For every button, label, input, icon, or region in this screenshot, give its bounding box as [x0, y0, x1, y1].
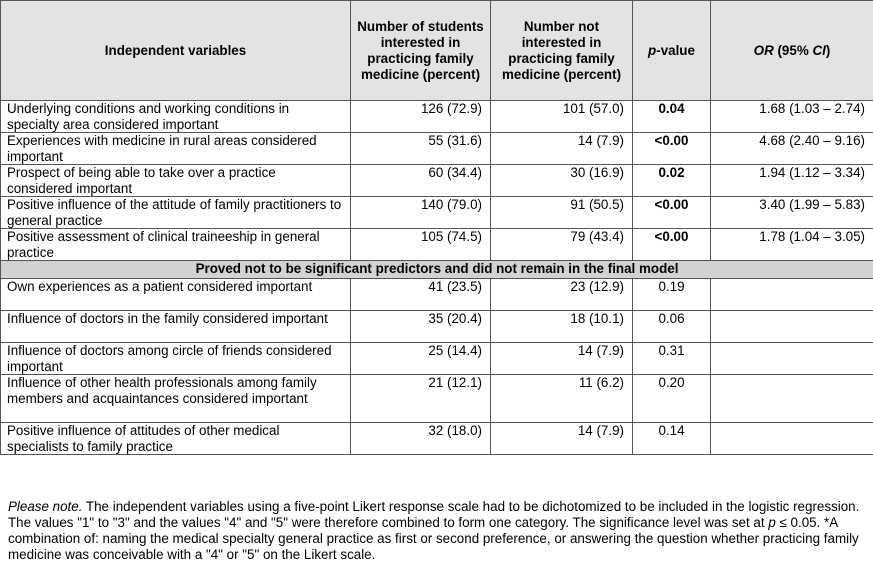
not-interested-cell: 18 (10.1) — [491, 311, 633, 343]
variable-cell: Experiences with medicine in rural areas considered important — [1, 133, 351, 165]
table-row — [1, 279, 873, 311]
table-row — [1, 423, 873, 455]
table-row — [1, 165, 873, 197]
table-row — [1, 343, 873, 375]
table-row — [1, 311, 873, 343]
header-interested: Number of students interested in practicing family medicine (percent) — [351, 1, 491, 101]
p-value-cell: 0.06 — [633, 311, 711, 343]
header-or-mid: (95% — [773, 42, 813, 58]
p-value-cell: 0.04 — [633, 101, 711, 133]
interested-cell: 41 (23.5) — [351, 279, 491, 311]
odds-ratio-cell — [711, 343, 873, 375]
odds-ratio-cell: 1.78 (1.04 – 3.05) — [711, 229, 873, 261]
variable-cell: Positive influence of the attitude of family practitioners to general practice — [1, 197, 351, 229]
variable-cell: Influence of doctors in the family considered important — [1, 311, 351, 343]
header-or-end: ) — [825, 42, 831, 58]
odds-ratio-cell: 3.40 (1.99 – 5.83) — [711, 197, 873, 229]
header-p-suffix: -value — [656, 42, 695, 58]
p-value-cell: <0.00 — [633, 229, 711, 261]
variable-cell: Influence of other health professionals among family members and acquaintances considered important — [1, 375, 351, 423]
footnote-label: Please note. — [8, 499, 83, 514]
footnote-text-b: ≤ 0.05. *A combination of: naming the medical specialty general practice as first or second preference, or answering the question whether practicing family medicine was conceivable with a "4" or "5" on the Likert scale. — [8, 515, 859, 562]
interested-cell: 55 (31.6) — [351, 133, 491, 165]
odds-ratio-cell — [711, 423, 873, 455]
not-interested-cell: 14 (7.9) — [491, 133, 633, 165]
table-row — [1, 229, 873, 261]
p-value-cell: 0.02 — [633, 165, 711, 197]
not-interested-cell: 91 (50.5) — [491, 197, 633, 229]
footnote-text-a: The independent variables using a five-point Likert response scale had to be dichotomized to be included in the logistic regression. The values "1" to "3" and the values "4" and "5" were therefore combined to form one category. The significance level was set at — [8, 499, 860, 530]
variable-cell: Underlying conditions and working conditions in specialty area considered important — [1, 101, 351, 133]
header-odds-ratio — [711, 1, 873, 101]
interested-cell: 140 (79.0) — [351, 197, 491, 229]
interested-cell: 35 (20.4) — [351, 311, 491, 343]
p-value-cell: 0.14 — [633, 423, 711, 455]
not-interested-cell: 14 (7.9) — [491, 423, 633, 455]
p-value-cell: 0.31 — [633, 343, 711, 375]
p-value-cell: <0.00 — [633, 133, 711, 165]
header-p-value — [633, 1, 711, 101]
p-value-cell: <0.00 — [633, 197, 711, 229]
table-row — [1, 197, 873, 229]
header-not-interested: Number not interested in practicing family medicine (percent) — [491, 1, 633, 101]
not-interested-cell: 14 (7.9) — [491, 343, 633, 375]
table-row — [1, 101, 873, 133]
header-row — [1, 1, 873, 101]
header-or-symbol: OR — [753, 42, 774, 58]
interested-cell: 105 (74.5) — [351, 229, 491, 261]
header-p-symbol: p — [648, 42, 657, 58]
interested-cell: 21 (12.1) — [351, 375, 491, 423]
odds-ratio-cell — [711, 311, 873, 343]
odds-ratio-cell: 1.94 (1.12 – 3.34) — [711, 165, 873, 197]
footnote-p-symbol: p — [768, 515, 776, 530]
header-variables: Independent variables — [1, 1, 351, 101]
not-interested-cell: 30 (16.9) — [491, 165, 633, 197]
variable-cell: Own experiences as a patient considered important — [1, 279, 351, 311]
not-interested-cell: 79 (43.4) — [491, 229, 633, 261]
p-value-cell: 0.19 — [633, 279, 711, 311]
interested-cell: 126 (72.9) — [351, 101, 491, 133]
interested-cell: 60 (34.4) — [351, 165, 491, 197]
odds-ratio-cell: 1.68 (1.03 – 2.74) — [711, 101, 873, 133]
variable-cell: Prospect of being able to take over a practice considered important — [1, 165, 351, 197]
not-interested-cell: 23 (12.9) — [491, 279, 633, 311]
not-interested-cell: 101 (57.0) — [491, 101, 633, 133]
variable-cell: Positive influence of attitudes of other medical specialists to family practice — [1, 423, 351, 455]
table-row — [1, 375, 873, 423]
p-value-cell: 0.20 — [633, 375, 711, 423]
odds-ratio-cell: 4.68 (2.40 – 9.16) — [711, 133, 873, 165]
not-interested-cell: 11 (6.2) — [491, 375, 633, 423]
variable-cell: Influence of doctors among circle of friends considered important — [1, 343, 351, 375]
section-heading: Proved not to be significant predictors and did not remain in the final model — [1, 261, 873, 279]
odds-ratio-cell — [711, 375, 873, 423]
header-ci-symbol: CI — [812, 42, 826, 58]
table-row — [1, 133, 873, 165]
table-footnote — [8, 499, 868, 563]
variable-cell: Positive assessment of clinical traineeship in general practice — [1, 229, 351, 261]
interested-cell: 25 (14.4) — [351, 343, 491, 375]
interested-cell: 32 (18.0) — [351, 423, 491, 455]
odds-ratio-cell — [711, 279, 873, 311]
section-heading-row — [1, 261, 873, 279]
